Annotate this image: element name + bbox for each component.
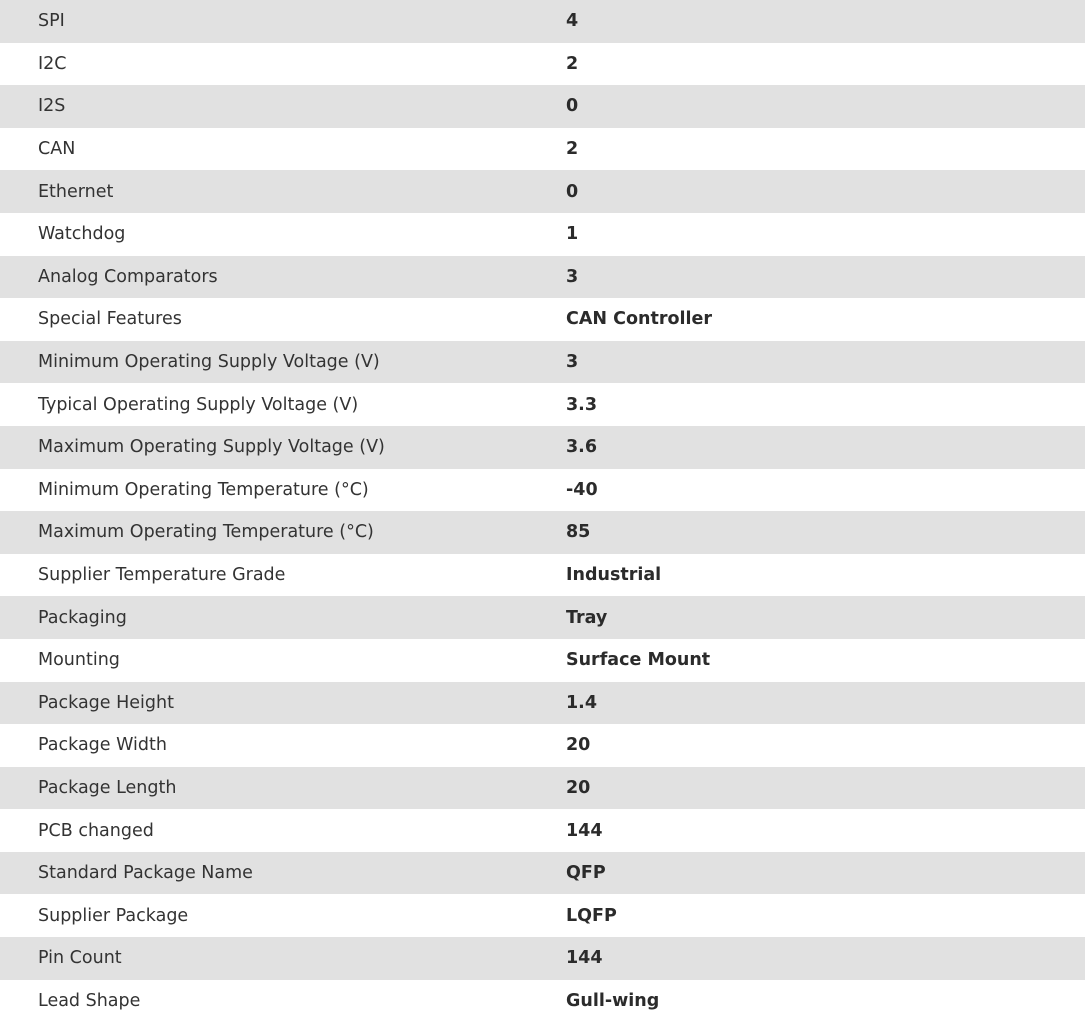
spec-value: 3.3: [528, 383, 1085, 426]
spec-row: [0, 85, 1085, 128]
spec-name: Pin Count: [0, 937, 528, 980]
spec-value: CAN Controller: [528, 298, 1085, 341]
spec-name: Package Length: [0, 767, 528, 810]
spec-value: 144: [528, 809, 1085, 852]
spec-row: [0, 596, 1085, 639]
spec-row: [0, 213, 1085, 256]
spec-name: Typical Operating Supply Voltage (V): [0, 383, 528, 426]
spec-name: Mounting: [0, 639, 528, 682]
spec-value: 4: [528, 0, 1085, 43]
spec-name: SPI: [0, 0, 528, 43]
spec-value: 0: [528, 85, 1085, 128]
spec-row: [0, 809, 1085, 852]
spec-row: [0, 554, 1085, 597]
spec-name: Lead Shape: [0, 980, 528, 1022]
spec-value: -40: [528, 469, 1085, 512]
spec-name: Supplier Temperature Grade: [0, 554, 528, 597]
spec-value: Industrial: [528, 554, 1085, 597]
spec-value: 85: [528, 511, 1085, 554]
spec-row: [0, 511, 1085, 554]
spec-name: PCB changed: [0, 809, 528, 852]
spec-name: Ethernet: [0, 170, 528, 213]
spec-row: [0, 383, 1085, 426]
spec-value: 2: [528, 128, 1085, 171]
spec-row: [0, 256, 1085, 299]
spec-value: LQFP: [528, 894, 1085, 937]
spec-row: [0, 937, 1085, 980]
spec-name: Maximum Operating Temperature (°C): [0, 511, 528, 554]
spec-value: 3: [528, 256, 1085, 299]
spec-name: Minimum Operating Supply Voltage (V): [0, 341, 528, 384]
spec-value: 20: [528, 767, 1085, 810]
spec-row: [0, 469, 1085, 512]
spec-name: Watchdog: [0, 213, 528, 256]
spec-name: Package Width: [0, 724, 528, 767]
spec-name: Package Height: [0, 682, 528, 725]
spec-name: Analog Comparators: [0, 256, 528, 299]
spec-name: I2C: [0, 43, 528, 86]
spec-row: [0, 767, 1085, 810]
spec-value: 3.6: [528, 426, 1085, 469]
spec-row: [0, 724, 1085, 767]
spec-value: 2: [528, 43, 1085, 86]
spec-name: Special Features: [0, 298, 528, 341]
spec-name: Minimum Operating Temperature (°C): [0, 469, 528, 512]
spec-name: Supplier Package: [0, 894, 528, 937]
spec-row: [0, 639, 1085, 682]
spec-name: I2S: [0, 85, 528, 128]
spec-row: [0, 341, 1085, 384]
spec-row: [0, 426, 1085, 469]
spec-value: 1: [528, 213, 1085, 256]
spec-row: [0, 852, 1085, 895]
spec-row: [0, 0, 1085, 43]
spec-row: [0, 298, 1085, 341]
spec-name: Standard Package Name: [0, 852, 528, 895]
spec-name: Maximum Operating Supply Voltage (V): [0, 426, 528, 469]
spec-row: [0, 682, 1085, 725]
spec-value: 20: [528, 724, 1085, 767]
spec-value: Tray: [528, 596, 1085, 639]
spec-value: QFP: [528, 852, 1085, 895]
spec-value: Surface Mount: [528, 639, 1085, 682]
spec-value: 0: [528, 170, 1085, 213]
spec-row: [0, 43, 1085, 86]
spec-row: [0, 894, 1085, 937]
spec-name: CAN: [0, 128, 528, 171]
spec-value: 3: [528, 341, 1085, 384]
spec-value: Gull-wing: [528, 980, 1085, 1022]
spec-row: [0, 170, 1085, 213]
spec-row: [0, 128, 1085, 171]
spec-value: 1.4: [528, 682, 1085, 725]
spec-value: 144: [528, 937, 1085, 980]
spec-name: Packaging: [0, 596, 528, 639]
